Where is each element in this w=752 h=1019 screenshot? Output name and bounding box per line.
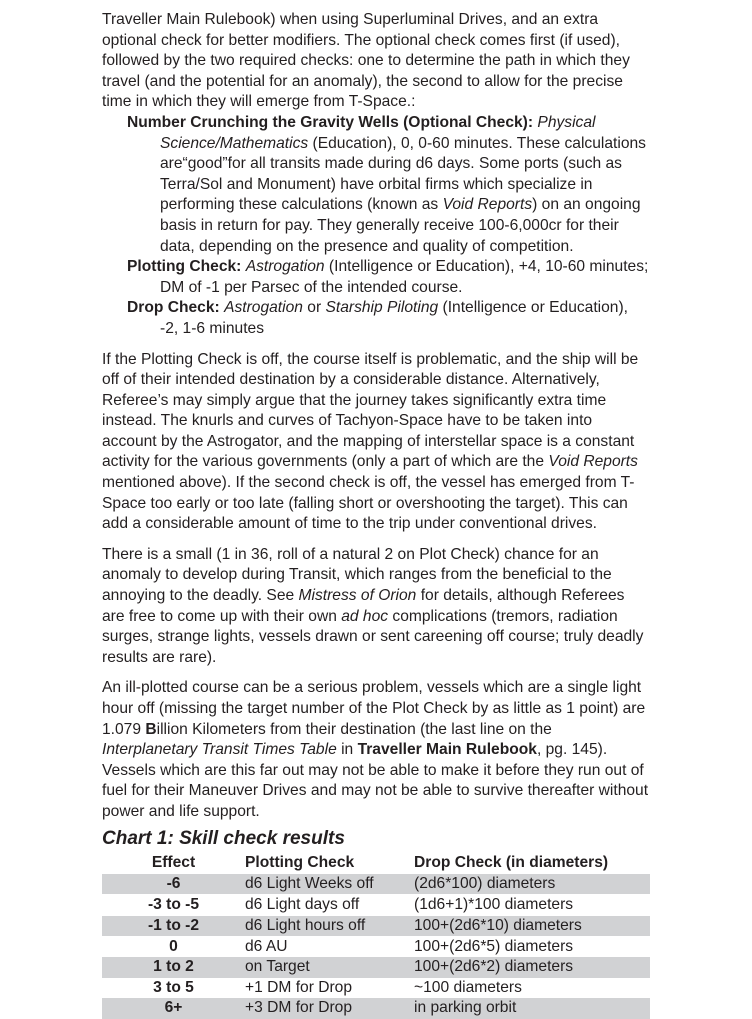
text-run: complications (tremors, radiation surges, strange lights, vessels drawn or sent careening off course; truly deadly results are rare). xyxy=(102,607,644,666)
void-reports-ref: Void Reports xyxy=(548,453,638,471)
text-run: mentioned above). If the second check is off, the vessel has emerged from T-Space too early or too late (falling short or overshooting the target). This can add a considerable amount of time to the trip under conventional drives. xyxy=(102,474,635,533)
skill-type: Astrogation xyxy=(245,258,325,276)
table-row xyxy=(102,957,650,978)
cell-effect: -3 to -5 xyxy=(147,896,200,914)
cell-effect: 0 xyxy=(169,937,178,955)
transit-table-ref: Interplanetary Transit Times Table xyxy=(102,741,337,759)
bold-letter: B xyxy=(145,720,157,738)
cell-plotting: on Target xyxy=(245,957,414,978)
cell-drop: (2d6*100) diameters xyxy=(414,874,650,895)
chart-title: Chart 1: Skill check results xyxy=(102,827,345,849)
cell-drop: (1d6+1)*100 diameters xyxy=(414,896,574,914)
table-row xyxy=(102,936,650,957)
table-row xyxy=(102,895,650,916)
cell-effect: 3 to 5 xyxy=(153,978,194,996)
cell-effect: 6+ xyxy=(102,998,245,1019)
document-page xyxy=(102,10,650,1019)
cell-drop: 100+(2d6*2) diameters xyxy=(414,957,650,978)
cell-effect: -1 to -2 xyxy=(102,916,245,937)
cell-plotting: d6 Light Weeks off xyxy=(245,874,414,895)
cell-drop: in parking orbit xyxy=(414,998,650,1019)
skill-name: Number Crunching the Gravity Wells (Optional Check): xyxy=(127,113,534,131)
text-run: for details, although Referees are free to come up with their own xyxy=(102,587,625,625)
text-run: illion Kilometers from their destination (the last line on the xyxy=(156,720,552,738)
skill-list xyxy=(102,113,650,340)
skill-check-table xyxy=(102,853,650,1019)
table-row xyxy=(102,874,650,895)
skill-entry-number-crunching xyxy=(102,113,650,257)
table-row xyxy=(102,916,650,937)
ad-hoc-term: ad hoc xyxy=(341,607,389,625)
text-run: There is a small (1 in 36, roll of a natural 2 on Plot Check) chance for an anomaly to develop during Transit, which ranges from the beneficial to the annoying to the deadly. See xyxy=(102,545,612,605)
cell-effect: -6 xyxy=(102,874,245,895)
table-header-row xyxy=(102,853,650,874)
cell-plotting: +1 DM for Drop xyxy=(245,978,353,996)
skill-name: Plotting Check: xyxy=(127,258,242,276)
skill-details-cont: ) on an ongoing basis in return for pay. They generally receive 100-6,000cr for their data, depending on the presence and quality of competition. xyxy=(160,196,641,255)
skill-entry-drop-check xyxy=(102,298,650,339)
cell-plotting: d6 Light days off xyxy=(245,896,360,914)
intro-paragraph xyxy=(102,10,650,113)
intro-text: Traveller Main Rulebook) when using Superluminal Drives, and an extra optional check for better modifiers. The optional check comes first (if used), followed by the two required checks: one to determine the path in which they travel (and the potential for an anomaly), the second to allow for the precise time in which they will emerge from T-Space.: xyxy=(102,11,630,111)
table-row xyxy=(102,998,650,1019)
header-drop-check: Drop Check (in diameters) xyxy=(414,854,609,872)
skill-type: Physical Science/Mathematics xyxy=(160,113,596,152)
ill-plotted-paragraph xyxy=(102,678,650,822)
cell-effect: 1 to 2 xyxy=(102,957,245,978)
cell-plotting: +3 DM for Drop xyxy=(245,998,414,1019)
skill-name: Drop Check: xyxy=(127,299,220,317)
skill-or: or xyxy=(302,299,326,317)
header-effect: Effect xyxy=(151,854,196,872)
text-run: , pg. 145). Vessels which are this far out may not be able to make it before they run out of fuel for their Maneuver Drives and may not be able to survive thereafter without power and life support. xyxy=(102,741,649,820)
text-run: An ill-plotted course can be a serious problem, vessels which are a single light hour off (missing the target number of the Plot Check by as little as 1 point) are 1.079 xyxy=(102,679,646,738)
cell-drop: 100+(2d6*10) diameters xyxy=(414,916,650,937)
cell-plotting: d6 Light hours off xyxy=(245,916,414,937)
plotting-off-paragraph xyxy=(102,350,650,535)
skill-type-2: Starship Piloting xyxy=(325,299,439,317)
text-run: If the Plotting Check is off, the course itself is problematic, and the ship will be off of their intended destination by a considerable distance. Alternatively, Referee’s may simply argue that the journey takes significantly extra time instead. The knurls and curves of Tachyon-Space have to be taken into account by the Astrogator, and the mapping of interstellar space is a constant activity for the various governments (only a part of which are the xyxy=(102,350,639,471)
cell-drop: ~100 diameters xyxy=(414,978,522,996)
cell-drop: 100+(2d6*5) diameters xyxy=(414,937,574,955)
cell-plotting: d6 AU xyxy=(245,937,288,955)
skill-type: Astrogation xyxy=(224,299,303,317)
anomaly-paragraph xyxy=(102,545,650,669)
void-reports-ref: Void Reports xyxy=(442,196,533,214)
skill-details: (Intelligence or Education), -2, 1-6 minutes xyxy=(160,299,628,337)
skill-entry-plotting-check xyxy=(102,257,650,298)
skill-details: (Intelligence or Education), +4, 10-60 minutes; DM of -1 per Parsec of the intended course. xyxy=(160,258,649,296)
text-run: in xyxy=(336,741,358,759)
skill-details: (Education), 0, 0-60 minutes. These calculations are“good”for all transits made during d6 days. Some ports (such as Terra/Sol and Monument) have orbital firms which specialize in performing these calculations (known as xyxy=(160,134,646,214)
header-plotting-check: Plotting Check xyxy=(245,854,355,872)
mistress-of-orion-ref: Mistress of Orion xyxy=(298,587,417,605)
rulebook-ref: Traveller Main Rulebook xyxy=(357,741,537,759)
